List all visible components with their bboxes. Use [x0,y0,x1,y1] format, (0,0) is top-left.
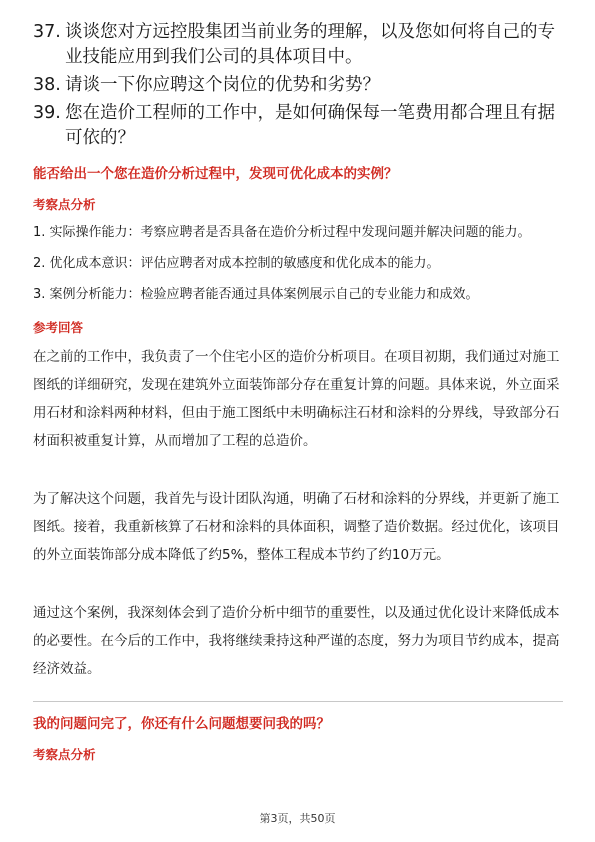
question-item [33,101,563,151]
featured-question: 能否给出一个您在造价分析过程中，发现可优化成本的实例？ [33,166,398,182]
analysis-heading: 考察点分析 [33,197,96,212]
answer-heading: 参考回答 [33,320,84,335]
answer-section [33,164,563,770]
question-number: 37. [33,22,61,42]
question-text: 谈谈您对方远控股集团当前业务的理解，以及您如何将自己的专业技能应用到我们公司的具体项目中。 [65,22,555,67]
question-text: 您在造价工程师的工作中，是如何确保每一笔费用都合理且有据可依的？ [65,103,555,148]
question-item [33,73,563,98]
page-number: 第3页，共50页 [259,812,336,825]
section-divider [33,701,563,702]
question-list [33,20,563,154]
question-text: 请谈一下你应聘这个岗位的优势和劣势？ [65,75,380,95]
question-item [33,20,563,70]
answer-paragraph: 为了解决这个问题，我首先与设计团队沟通，明确了石材和涂料的分界线，并更新了施工图纸。接着，我重新核算了石材和涂料的具体面积，调整了造价数据。经过优化，该项目的外立面装饰部分成本降低了约5%，整体工程成本节约了约10万元。 [33,491,560,563]
analysis-point: 2. 优化成本意识：评估应聘者对成本控制的敏感度和优化成本的能力。 [33,256,440,271]
featured-question: 我的问题问完了，你还有什么问题想要问我的吗？ [33,716,330,732]
analysis-point: 3. 案例分析能力：检验应聘者能否通过具体案例展示自己的专业能力和成效。 [33,287,479,302]
analysis-heading: 考察点分析 [33,747,96,762]
question-number: 39. [33,103,61,123]
analysis-point: 1. 实际操作能力：考察应聘者是否具备在造价分析过程中发现问题并解决问题的能力。 [33,225,531,240]
answer-paragraph: 通过这个案例，我深刻体会到了造价分析中细节的重要性，以及通过优化设计来降低成本的必要性。在今后的工作中，我将继续秉持这种严谨的态度，努力为项目节约成本，提高经济效益。 [33,605,560,677]
question-number: 38. [33,75,61,95]
answer-paragraph: 在之前的工作中，我负责了一个住宅小区的造价分析项目。在项目初期，我们通过对施工图纸的详细研究，发现在建筑外立面装饰部分存在重复计算的问题。具体来说，外立面采用石材和涂料两种材料，但由于施工图纸中未明确标注石材和涂料的分界线，导致部分石材面积被重复计算，从而增加了工程的总造价。 [33,349,560,449]
